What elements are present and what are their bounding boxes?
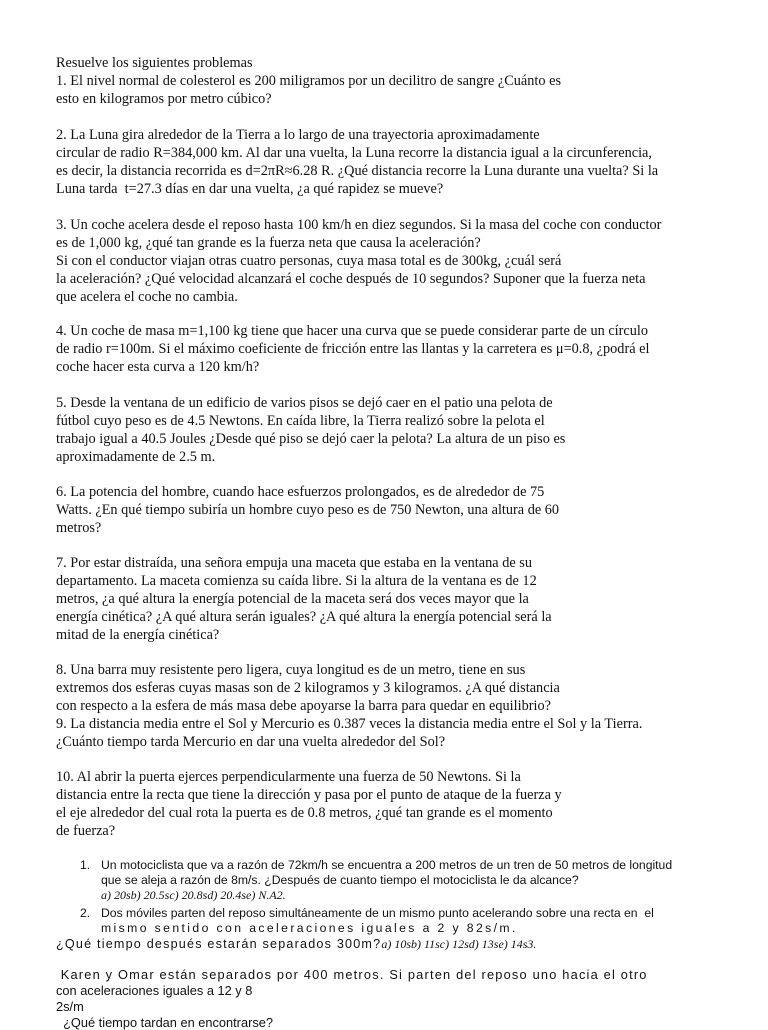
list-item-1-number: 1. [80,858,91,872]
problem-2-line-3: es decir, la distancia recorrida es d=2πR≈6.28 R. ¿Qué distancia recorre la Luna durante una vuelta? Si la [56,163,659,179]
problem-3-line-3: Si con el conductor viajan otras cuatro personas, cuya masa total es de 300kg, ¿cuál será [56,253,562,269]
list-item-1-answers: a) 20sb) 20.5sc) 20.8sd) 20.4se) N.A2. [101,888,286,902]
list-item-2-line-1: Dos móviles parten del reposo simultáneamente de un mismo punto acelerando sobre una recta en el [101,906,654,920]
problem-2-line-2: circular de radio R=384,000 km. Al dar una vuelta, la Luna recorre la distancia igual a la circunferencia, [56,145,652,161]
list-item-2-line-2: mismo sentido con aceleraciones iguales a 2 y 82s/m. [101,921,518,935]
problem-5-line-1: 5. Desde la ventana de un edificio de varios pisos se dejó caer en el patio una pelota de [56,395,553,411]
problem-5-line-2: fútbol cuyo peso es de 4.5 Newtons. En caída libre, la Tierra realizó sobre la pelota el [56,413,545,429]
problem-8-line-3: con respecto a la esfera de más masa debe apoyarse la barra para quedar en equilibrio? [56,698,551,714]
problem-7-line-2: departamento. La maceta comienza su caída libre. Si la altura de la ventana es de 12 [56,573,537,589]
problem-1-line-2: esto en kilogramos por metro cúbico? [56,91,272,107]
problem-9-line-1: 9. La distancia media entre el Sol y Mercurio es 0.387 veces la distancia media entre el Sol y la Tierra. [56,716,643,732]
problem-7-line-3: metros, ¿a qué altura la energía potencial de la maceta será dos veces mayor que la [56,591,529,607]
problem-9-line-2: ¿Cuánto tiempo tarda Mercurio en dar una vuelta alrededor del Sol? [56,734,446,750]
problem-6-line-3: metros? [56,520,102,536]
last-problem-line-2: con aceleraciones iguales a 12 y 8 [56,983,253,998]
problem-2-line-4: Luna tarda t=27.3 días en dar una vuelta, ¿a qué rapidez se mueve? [56,181,444,197]
problem-8-line-2: extremos dos esferas cuyas masas son de 2 kilogramos y 3 kilogramos. ¿A qué distancia [56,680,560,696]
problem-4-line-2: de radio r=100m. Si el máximo coeficiente de fricción entre las llantas y la carretera es μ=0.8, ¿podrá el [56,341,650,357]
problem-7-line-5: mitad de la energía cinética? [56,627,220,643]
list-item-1-line-1: Un motociclista que va a razón de 72km/h se encuentra a 200 metros de un tren de 50 metros de longitud [101,858,673,872]
problem-3-line-4: la aceleración? ¿Qué velocidad alcanzará el coche después de 10 segundos? Suponer que la fuerza neta [56,271,646,287]
problem-3-line-5: que acelera el coche no cambia. [56,289,238,305]
worksheet-title: Resuelve los siguientes problemas [56,55,253,71]
problem-8-line-1: 8. Una barra muy resistente pero ligera, cuya longitud es de un metro, tiene en sus [56,662,526,678]
last-problem-line-4: ¿Qué tiempo tardan en encontrarse? [56,1015,273,1030]
problem-5-line-4: aproximadamente de 2.5 m. [56,449,216,465]
last-problem-line-1: Karen y Omar están separados por 400 metros. Si parten del reposo uno hacia el otro [56,967,648,982]
problem-1-line-1: 1. El nivel normal de colesterol es 200 miligramos por un decilitro de sangre ¿Cuánto es [56,73,562,89]
problem-3-line-2: es de 1,000 kg, ¿qué tan grande es la fuerza neta que causa la aceleración? [56,235,481,251]
last-problem-line-3: 2s/m [56,999,84,1014]
problem-4-line-1: 4. Un coche de masa m=1,100 kg tiene que hacer una curva que se puede considerar parte de un círculo [56,323,649,339]
list-item-2-number: 2. [80,906,91,920]
problem-10-line-2: distancia entre la recta que tiene la dirección y pasa por el punto de ataque de la fuerza y [56,787,562,803]
problem-3-line-1: 3. Un coche acelera desde el reposo hasta 100 km/h en diez segundos. Si la masa del coche con conductor [56,217,662,233]
problem-10-line-3: el eje alrededor del cual rota la puerta es de 0.8 metros, ¿qué tan grande es el momento [56,805,553,821]
problem-2-line-1: 2. La Luna gira alrededor de la Tierra a lo largo de una trayectoria aproximadamente [56,127,540,143]
problem-6-line-2: Watts. ¿En qué tiempo subiría un hombre cuyo peso es de 750 Newton, una altura de 60 [56,502,560,518]
problem-7-line-1: 7. Por estar distraída, una señora empuja una maceta que estaba en la ventana de su [56,555,532,571]
list-item-1-line-2: que se aleja a razón de 8m/s. ¿Después de cuanto tiempo el motociclista le da alcance? [101,873,579,887]
problem-10-line-4: de fuerza? [56,823,116,839]
problem-10-line-1: 10. Al abrir la puerta ejerces perpendicularmente una fuerza de 50 Newtons. Si la [56,769,521,785]
problem-4-line-3: coche hacer esta curva a 120 km/h? [56,359,260,375]
problem-7-line-4: energía cinética? ¿A qué altura serán iguales? ¿A qué altura la energía potencial será la [56,609,552,625]
problem-6-line-1: 6. La potencia del hombre, cuando hace esfuerzos prolongados, es de alrededor de 75 [56,484,545,500]
list-item-2-line-3: ¿Qué tiempo después estarán separados 300m?a) 10sb) 11sc) 12sd) 13se) 14s3. [56,937,537,951]
problem-5-line-3: trabajo igual a 40.5 Joules ¿Desde qué piso se dejó caer la pelota? La altura de un piso es [56,431,566,447]
